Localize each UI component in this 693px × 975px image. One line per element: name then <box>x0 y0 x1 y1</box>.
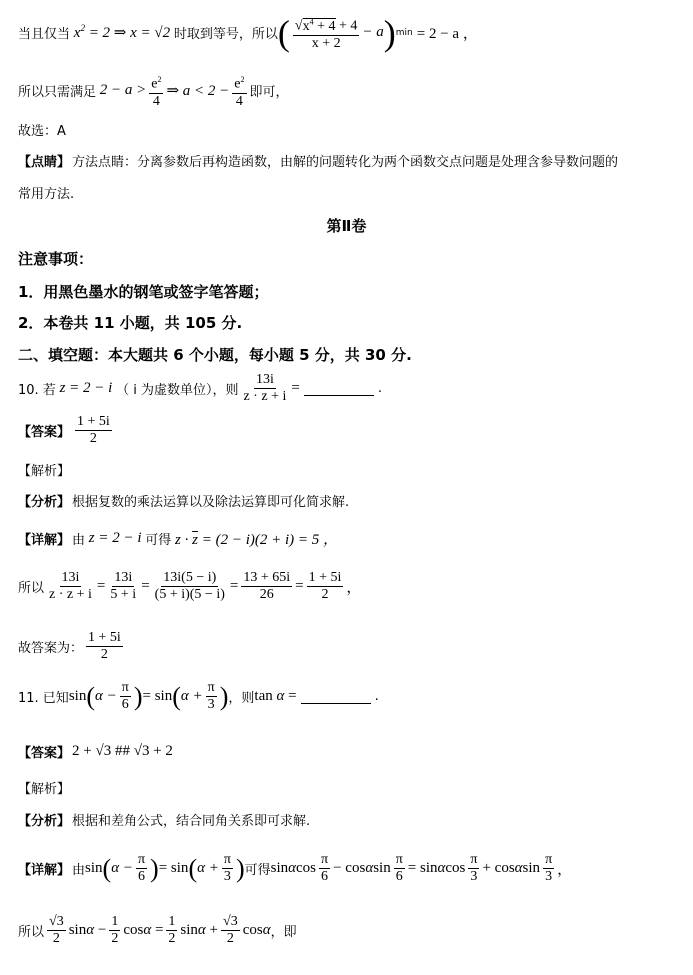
notice-2: 2．本卷共 11 小题，共 105 分. <box>18 314 243 332</box>
text: 当且仅当 <box>18 27 71 43</box>
calc-10: 所以 $\frac{13i}{z \cdot \overline{z} + i}$ = $\frac{13i}{5 + i}$ = $\frac{13i(5 - i)}{(5 + i)(5 - i)}$ = $\frac{13 + 65i}{26}$ = $\frac{1 + 5i}{2}$ ， <box>18 570 362 602</box>
text: 10. 若 <box>18 383 56 398</box>
fraction: $\frac{√x^4 + 4 + 4}{x + 2}$ <box>293 14 360 52</box>
final-10: 故答案为： $\frac{1 + 5i}{2}$ <box>18 630 121 662</box>
analysis-tag: 【解析】 <box>18 464 71 479</box>
detail-10: 【详解】 由 z = 2 − i 可得 $z \cdot \overline{z} = (2 - i)(2 + i) = 5$ ， <box>18 530 339 548</box>
line-3: 故选：A <box>18 124 66 139</box>
line-5: 常用方法. <box>18 187 75 202</box>
text: （ i 为虚数单位），则 <box>116 383 239 398</box>
formula: $x^2 = 2$ ⇒ x = √2 <box>70 23 174 42</box>
part-2-heading: 二、填空题：本大题共 6 个小题，每小题 5 分，共 30 分. <box>18 346 412 364</box>
answer-value: 2 + √3 ## √3 + 2 <box>72 743 173 759</box>
text: 时取到等号，所以 <box>173 27 278 43</box>
answer-10: 【答案】 $\frac{1 + 5i}{2}$ <box>18 414 110 446</box>
answer-blank <box>301 689 371 704</box>
notice-1: 1．用黑色墨水的钢笔或签字笔答题； <box>18 283 269 301</box>
notice-title: 注意事项： <box>18 250 94 268</box>
dianjing-tag: 【点睛】 <box>18 155 71 170</box>
line-2: 所以只需满足 2 − a > $\frac{e^2}{4}$ ⇒ a < 2 − $\frac{e^2}{4}$ 即可， <box>18 72 289 110</box>
answer-11: 【答案】 2 + √3 ## √3 + 2 <box>18 743 173 761</box>
detail-11: 【详解】 由 sin ( α − $\frac{\pi}{6}$ ) = sin ( α + $\frac{\pi}{3}$ ) 可得 sinαcos $\frac{\pi}{6}$ − cosαsin $\frac{\pi}{6}$ = sinαcos $\frac{\pi}{3}$ + cosαsin $\frac{\pi}{3}$ ， <box>18 852 573 884</box>
answer-tag: 【答案】 <box>18 425 71 440</box>
line-1: 当且仅当 $x^2 = 2$ ⇒ x = √2 时取到等号，所以 ( $\frac{√x^4 + 4 + 4}{x + 2}$ − a ) min = 2 − a ， <box>18 12 478 53</box>
text: 即可， <box>249 85 289 101</box>
question-10: 10. 若 z = 2 − i （ i 为虚数单位），则 $\frac{13i}{z \cdot \overline{z} + i}$ = . <box>18 372 382 404</box>
text: 方法点睛：分离参数后再构造函数，由解的问题转化为两个函数交点问题是处理含参导数问题的 <box>72 155 619 170</box>
text: . <box>377 381 382 396</box>
fenxi-11: 【分析】 根据和差角公式，结合同角关系即可求解. <box>18 814 311 829</box>
section-title: 第Ⅱ卷 <box>326 217 367 235</box>
answer-blank <box>304 381 374 396</box>
analysis-tag-11: 【解析】 <box>18 782 71 797</box>
fenxi-10: 【分析】 根据复数的乘法运算以及除法运算即可化简求解. <box>18 495 350 510</box>
so-11: 所以 $\frac{√3}{2}$ sinα − $\frac{1}{2}$ cosα = $\frac{1}{2}$ sinα + $\frac{√3}{2}$ cosα ，即 <box>18 914 297 946</box>
text: = 2 − a ， <box>416 26 478 43</box>
text: 所以只需满足 <box>18 85 97 101</box>
question-11: 11. 已知 sin ( α − $\frac{\pi}{6}$ ) = sin ( α + $\frac{\pi}{3}$ ) ，则 tan α = . <box>18 680 379 712</box>
line-4 <box>18 151 618 170</box>
